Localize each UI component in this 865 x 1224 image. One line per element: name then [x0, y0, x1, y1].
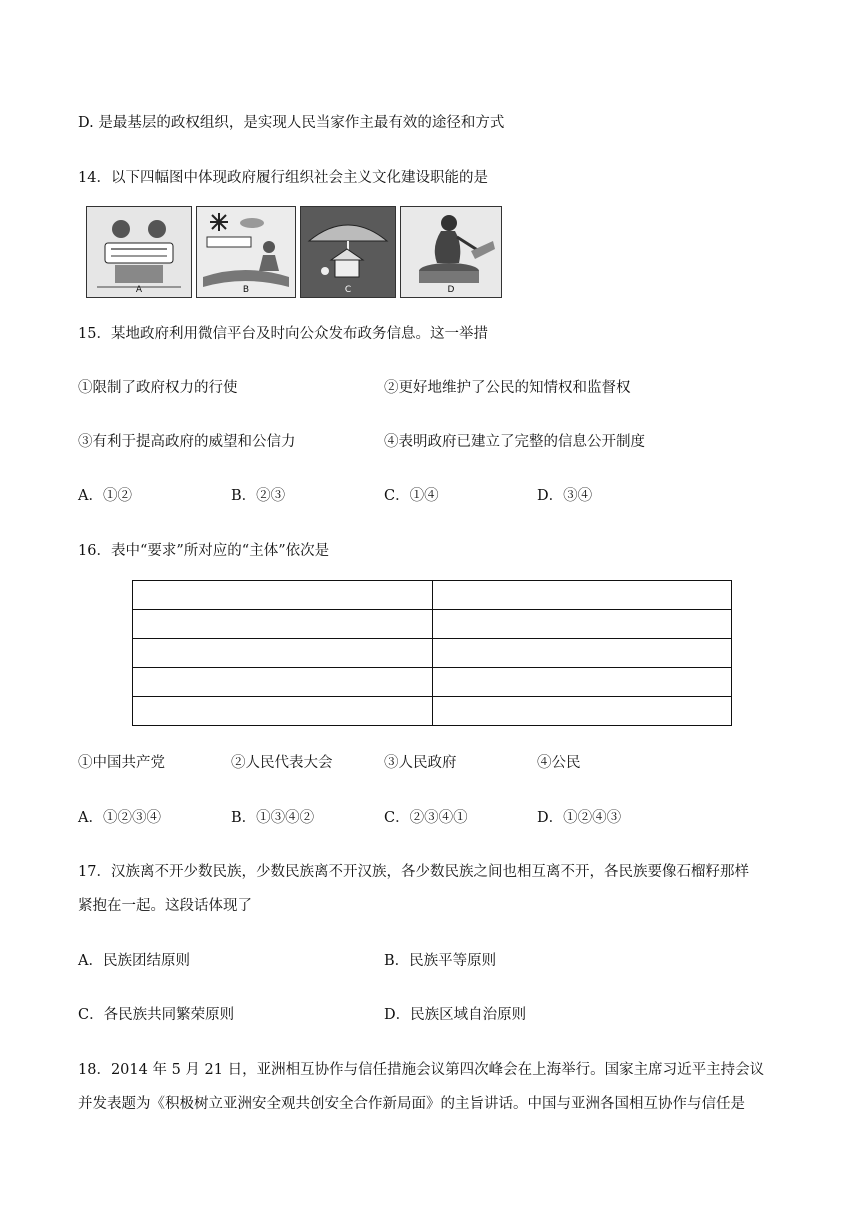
q17-stem-line-2: 紧抱在一起。这段话体现了 [78, 898, 252, 914]
q16-option-d: D．①②④③ [537, 810, 622, 826]
q17-option-d: D．民族区域自治原则 [384, 1007, 527, 1023]
figures-holding-sign-icon [87, 207, 191, 297]
table-row [133, 581, 732, 610]
table-cell [432, 639, 732, 668]
q15-item-1: ①限制了政府权力的行使 [78, 380, 238, 396]
table-cell [133, 581, 433, 610]
q15-stem: 15．某地政府利用微信平台及时向公众发布政务信息。这一举措 [78, 326, 488, 342]
table-cell [432, 581, 732, 610]
q16-item-1: ①中国共产党 [78, 755, 165, 771]
picture-label-b: B [242, 285, 250, 295]
q13-option-d: D. 是最基层的政权组织，是实现人民当家作主最有效的途径和方式 [78, 115, 505, 131]
picture-label-a: A [135, 285, 143, 295]
q16-option-a: A．①②③④ [78, 810, 161, 826]
q15-option-a: A．①② [78, 488, 132, 504]
umbrella-over-house-icon [301, 207, 395, 297]
table-row [133, 639, 732, 668]
q16-item-4: ④公民 [537, 755, 581, 771]
table-cell [133, 610, 433, 639]
q15-item-2: ②更好地维护了公民的知情权和监督权 [384, 380, 631, 396]
q14-pictures [78, 206, 503, 296]
book-and-figure-icon [197, 207, 295, 297]
q15-option-d: D．③④ [537, 488, 593, 504]
q16-stem: 16．表中“要求”所对应的“主体”依次是 [78, 543, 330, 559]
table-cell [133, 639, 433, 668]
picture-b [196, 206, 296, 298]
q16-table [132, 580, 732, 726]
q17-option-a: A．民族团结原则 [78, 953, 190, 969]
q15-item-3: ③有利于提高政府的威望和公信力 [78, 434, 296, 450]
table-cell [432, 610, 732, 639]
q16-item-3: ③人民政府 [384, 755, 457, 771]
picture-d [400, 206, 502, 298]
table-cell [432, 668, 732, 697]
q18-stem-line-2: 并发表题为《积极树立亚洲安全观共创安全合作新局面》的主旨讲话。中国与亚洲各国相互协作与信任是 [78, 1096, 745, 1112]
table-row [133, 697, 732, 726]
picture-a [86, 206, 192, 298]
table-cell [432, 697, 732, 726]
q18-stem-line-1: 18．2014 年 5 月 21 日，亚洲相互协作与信任措施会议第四次峰会在上海举行。国家主席习近平主持会议 [78, 1062, 765, 1078]
q16-item-2: ②人民代表大会 [231, 755, 333, 771]
table-row [133, 610, 732, 639]
picture-label-d: D [447, 285, 455, 295]
picture-label-c: C [344, 285, 352, 295]
picture-c [300, 206, 396, 298]
q17-option-c: C．各民族共同繁荣原则 [78, 1007, 235, 1023]
q17-option-b: B．民族平等原则 [384, 953, 497, 969]
q14-stem: 14．以下四幅图中体现政府履行组织社会主义文化建设职能的是 [78, 170, 488, 186]
table-cell [133, 668, 433, 697]
figure-on-base-icon [401, 207, 501, 297]
q15-item-4: ④表明政府已建立了完整的信息公开制度 [384, 434, 645, 450]
q15-option-b: B．②③ [231, 488, 286, 504]
q16-option-c: C．②③④① [384, 810, 468, 826]
q15-option-c: C．①④ [384, 488, 439, 504]
table-row [133, 668, 732, 697]
q16-option-b: B．①③④② [231, 810, 315, 826]
table-cell [133, 697, 433, 726]
q17-stem-line-1: 17．汉族离不开少数民族，少数民族离不开汉族，各少数民族之间也相互离不开，各民族要像石榴籽那样 [78, 864, 749, 880]
